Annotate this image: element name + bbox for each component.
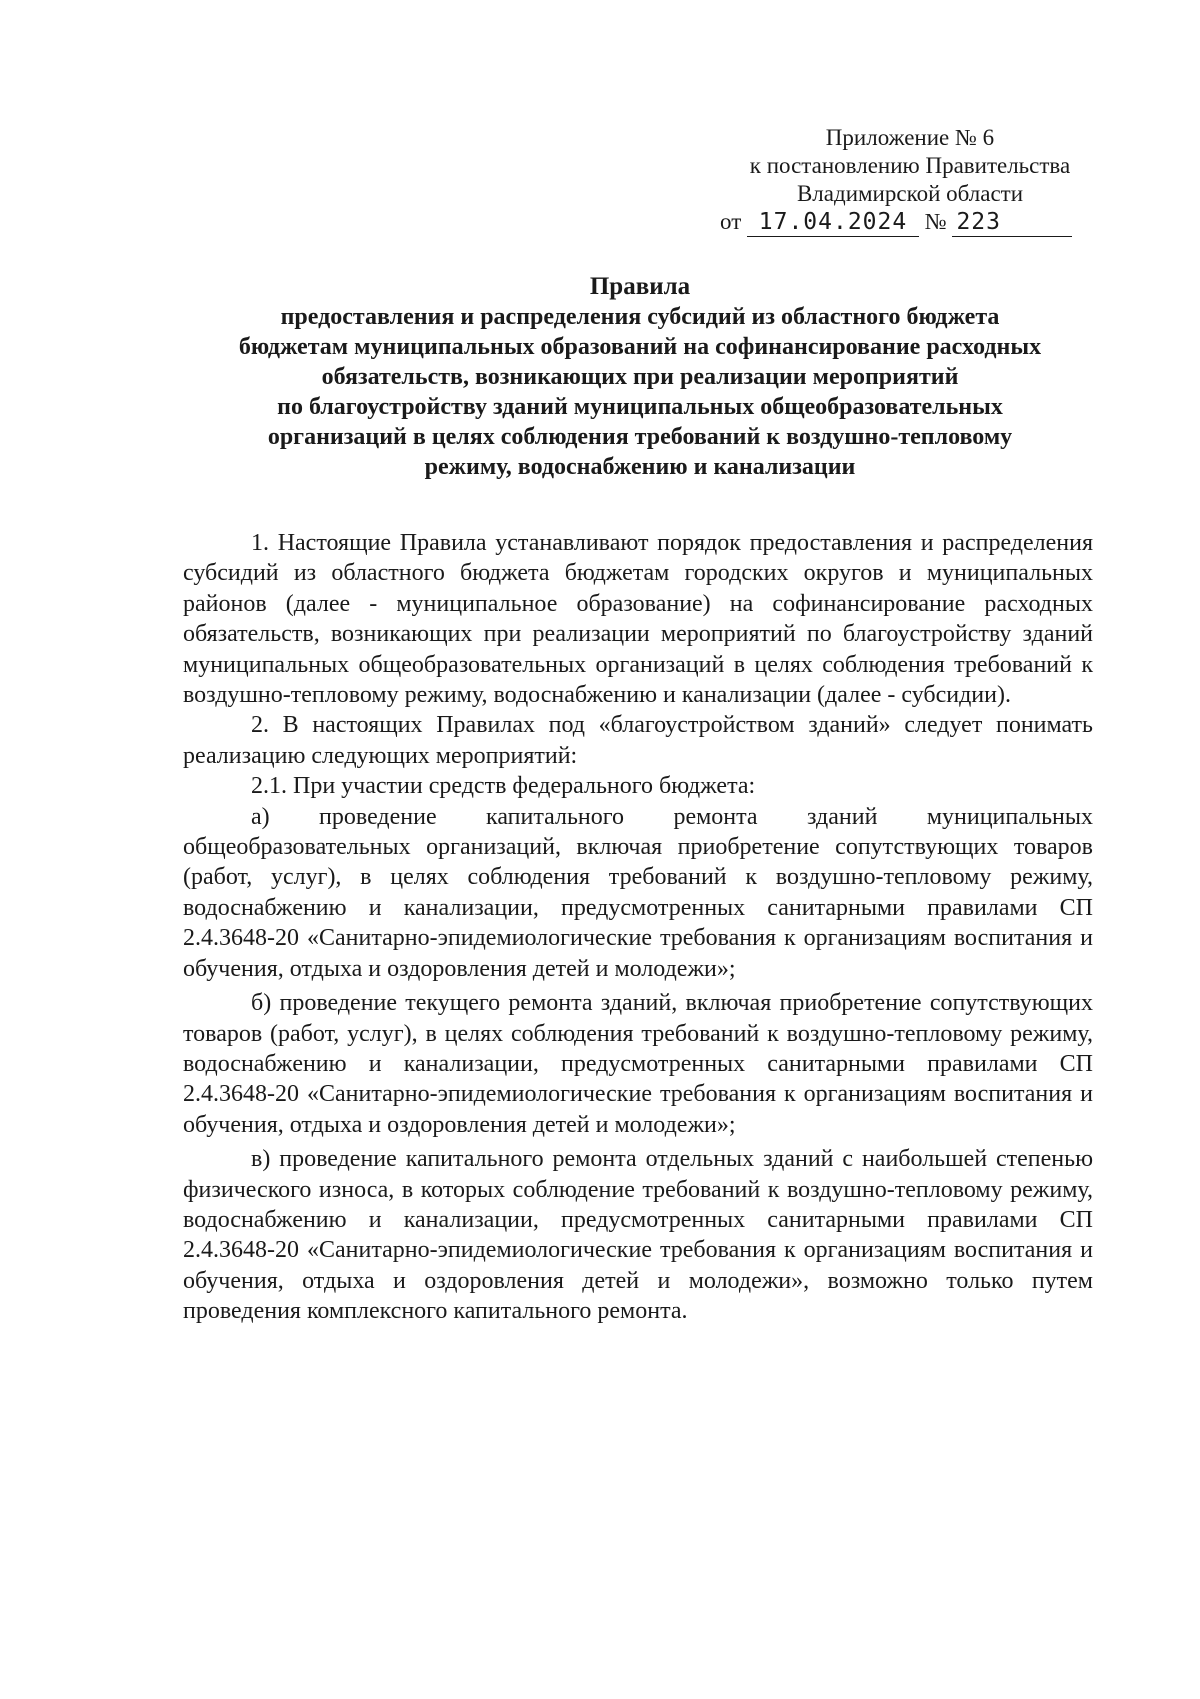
annex-from-label: от: [720, 209, 742, 234]
title-line: предоставления и распределения субсидий из областного бюджета: [280, 304, 1000, 330]
annex-date-line: [700, 208, 1120, 237]
paragraph-2-1-b: б) проведение текущего ремонта зданий, включая приобретение сопутствующих товаров (работ, услуг), в целях соблюдения требований к воздушно-тепловому режиму, водоснабжению и канализации, предусмотренных санитарными правилами СП 2.4.3648-20 «Санитарно-эпидемиологические требования к организациям воспитания и обучения, отдыха и оздоровления детей и молодежи»;: [183, 990, 1093, 1138]
paragraph-2-1: 2.1. При участии средств федерального бюджета:: [251, 773, 756, 800]
annex-region: Владимирской области: [796, 181, 1024, 206]
title-line: режиму, водоснабжению и канализации: [424, 454, 856, 480]
paragraph-2-1-v: в) проведение капитального ремонта отдельных зданий с наибольшей степенью физического износа, в которых соблюдение требований к воздушно-тепловому режиму, водоснабжению и канализации, предусмотренных санитарными правилами СП 2.4.3648-20 «Санитарно-эпидемиологические требования к организациям воспитания и обучения, отдыха и оздоровления детей и молодежи», возможно только путем проведения комплексного капитального ремонта.: [183, 1146, 1093, 1325]
annex-number-sign: №: [924, 209, 947, 234]
title-heading: Правила: [589, 273, 691, 300]
document-body: [183, 528, 1093, 1327]
title-line: бюджетам муниципальных образований на софинансирование расходных: [238, 334, 1042, 360]
document-title: [180, 272, 1100, 482]
paragraph-2: 2. В настоящих Правилах под «благоустройством зданий» следует понимать реализацию следующих мероприятий:: [183, 712, 1093, 769]
annex-number: Приложение № 6: [825, 125, 995, 150]
annex-date: 17.04.2024: [747, 208, 919, 237]
title-line: организаций в целях соблюдения требований к воздушно-тепловому: [267, 424, 1013, 450]
paragraph-2-1-a: а) проведение капитального ремонта зданий муниципальных общеобразовательных организаций, включая приобретение сопутствующих товаров (работ, услуг), в целях соблюдения требований к воздушно-тепловому режиму, водоснабжению и канализации, предусмотренных санитарными правилами СП 2.4.3648-20 «Санитарно-эпидемиологические требования к организациям воспитания и обучения, отдыха и оздоровления детей и молодежи»;: [183, 803, 1093, 982]
paragraph-1: 1. Настоящие Правила устанавливают порядок предоставления и распределения субсидий из областного бюджета бюджетам городских округов и муниципальных районов (далее - муниципальное образование) на софинансирование расходных обязательств, возникающих при реализации мероприятий по благоустройству зданий муниципальных общеобразовательных организаций в целях соблюдения требований к воздушно-тепловому режиму, водоснабжению и канализации (далее - субсидии).: [183, 530, 1093, 709]
title-line: обязательств, возникающих при реализации мероприятий: [321, 364, 959, 390]
annex-reference: к постановлению Правительства: [749, 153, 1071, 178]
annex-resolution-number: 223: [952, 208, 1072, 237]
annex-block: [700, 124, 1120, 237]
title-line: по благоустройству зданий муниципальных общеобразовательных: [277, 394, 1003, 420]
